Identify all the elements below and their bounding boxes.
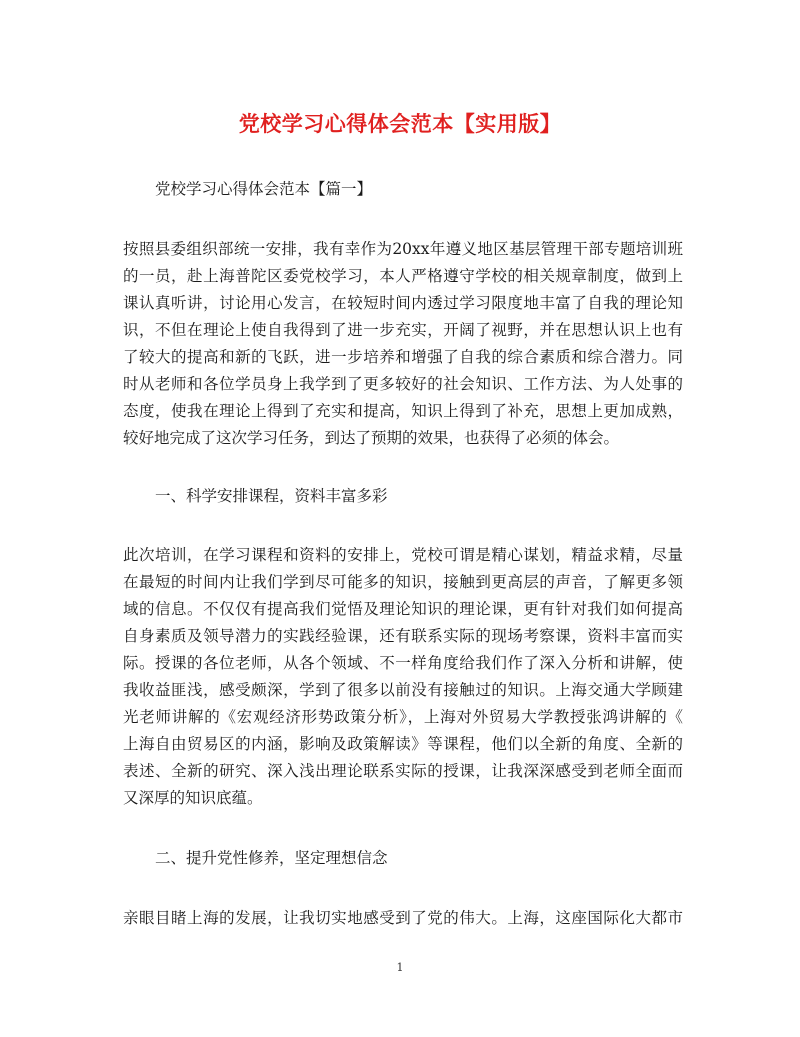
page-number: 1 xyxy=(396,961,404,974)
text-line: 上海自由贸易区的内涵，影响及政策解读》等课程，他们以全新的角度、全新的 xyxy=(123,735,683,753)
text-line: 此次培训，在学习课程和资料的安排上，党校可谓是精心谋划，精益求精，尽量 xyxy=(123,546,683,564)
text-line: 在最短的时间内让我们学到尽可能多的知识，接触到更高层的声音，了解更多领 xyxy=(123,573,683,591)
text-line: 又深厚的知识底蕴。 xyxy=(123,789,263,807)
text-line: 我收益匪浅，感受颇深，学到了很多以前没有接触过的知识。上海交通大学顾建 xyxy=(123,681,683,699)
section-subtitle: 党校学习心得体会范本【篇一】 xyxy=(155,180,373,198)
text-line: 际。授课的各位老师，从各个领域、不一样角度给我们作了深入分析和讲解，使 xyxy=(123,654,683,672)
paragraph-party-spirit xyxy=(123,905,683,932)
text-line: 光老师讲解的《宏观经济形势政策分析》，上海对外贸易大学教授张鸿讲解的《 xyxy=(123,708,683,726)
text-line: 了较大的提高和新的飞跃，进一步培养和增强了自我的综合素质和综合潜力。同 xyxy=(123,348,683,366)
text-line: 时从老师和各位学员身上我学到了更多较好的社会知识、工作方法、为人处事的 xyxy=(123,375,683,393)
text-line: 课认真听讲，讨论用心发言，在较短时间内透过学习限度地丰富了自我的理论知 xyxy=(123,294,683,312)
text-line: 按照县委组织部统一安排，我有幸作为20xx年遵义地区基层管理干部专题培训班 xyxy=(123,240,683,258)
text-line: 自身素质及领导潜力的实践经验课，还有联系实际的现场考察课，资料丰富而实 xyxy=(123,627,683,645)
text-line: 的一员，赴上海普陀区委党校学习，本人严格遵守学校的相关规章制度，做到上 xyxy=(123,267,683,285)
text-line: 表述、全新的研究、深入浅出理论联系实际的授课，让我深深感受到老师全面而 xyxy=(123,762,683,780)
document-title: 党校学习心得体会范本【实用版】 xyxy=(238,111,562,136)
section-heading-1: 一、科学安排课程，资料丰富多彩 xyxy=(155,487,388,505)
paragraph-curriculum xyxy=(123,542,683,812)
text-line: 亲眼目睹上海的发展，让我切实地感受到了党的伟大。上海，这座国际化大都市 xyxy=(123,909,683,927)
text-line: 域的信息。不仅仅有提高我们觉悟及理论知识的理论课，更有针对我们如何提高 xyxy=(123,600,683,618)
text-line: 较好地完成了这次学习任务，到达了预期的效果，也获得了必须的体会。 xyxy=(123,429,620,447)
section-heading-2: 二、提升党性修养，坚定理想信念 xyxy=(155,849,388,867)
text-line: 识，不但在理论上使自我得到了进一步充实，开阔了视野，并在思想认识上也有 xyxy=(123,321,683,339)
paragraph-intro xyxy=(123,236,683,452)
text-line: 态度，使我在理论上得到了充实和提高，知识上得到了补充，思想上更加成熟， xyxy=(123,402,683,420)
